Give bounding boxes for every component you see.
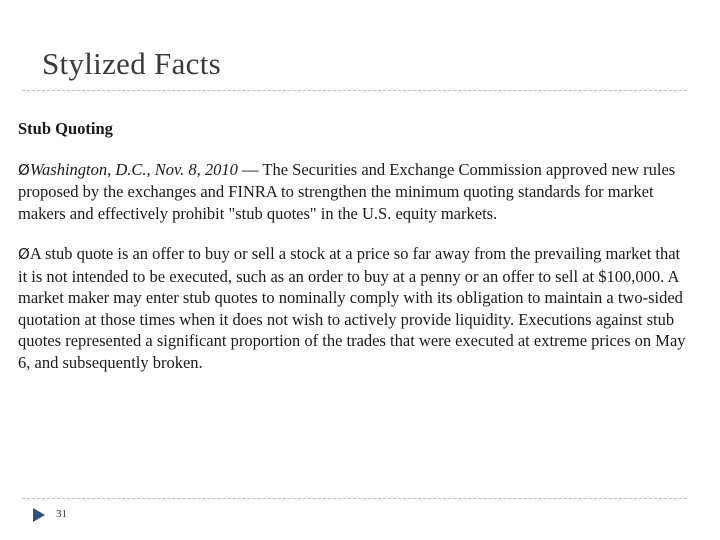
bullet-lead: Washington, D.C., Nov. 8, 2010 [29, 159, 238, 179]
bullet-item [18, 243, 686, 373]
footer [32, 505, 112, 529]
page-number: 31 [56, 508, 67, 520]
bullet-text: A stub quote is an offer to buy or sell a stock at a price so far away from the prevailing market that it is not intended to be executed, such as an order to buy at a penny or an offer to sell at $100,000. A market maker may enter stub quotes to nominally comply with its obligation to maintain a two-sided quotation at those times when it does not wish to actively provide liquidity. Executions against stub quotes represented a significant proportion of the trades that were executed at extreme prices on May 6, and subsequently broken. [18, 244, 686, 372]
bullet-text: — The Securities and Exchange Commission approved new rules proposed by the exchanges and FINRA to strengthen the minimum quoting standards for market makers and effectively prohibit "stub quotes" in the U.S. equity markets. [18, 159, 676, 223]
bullet-item [18, 159, 686, 225]
slide-title: Stylized Facts [42, 46, 221, 81]
arrow-bullet-icon: Ø [18, 245, 30, 263]
slide-body [18, 118, 686, 392]
play-triangle-icon [32, 507, 46, 523]
arrow-bullet-icon: Ø [18, 160, 30, 179]
title-divider [22, 90, 687, 91]
section-heading: Stub Quoting [18, 119, 113, 138]
footer-divider [22, 498, 687, 499]
